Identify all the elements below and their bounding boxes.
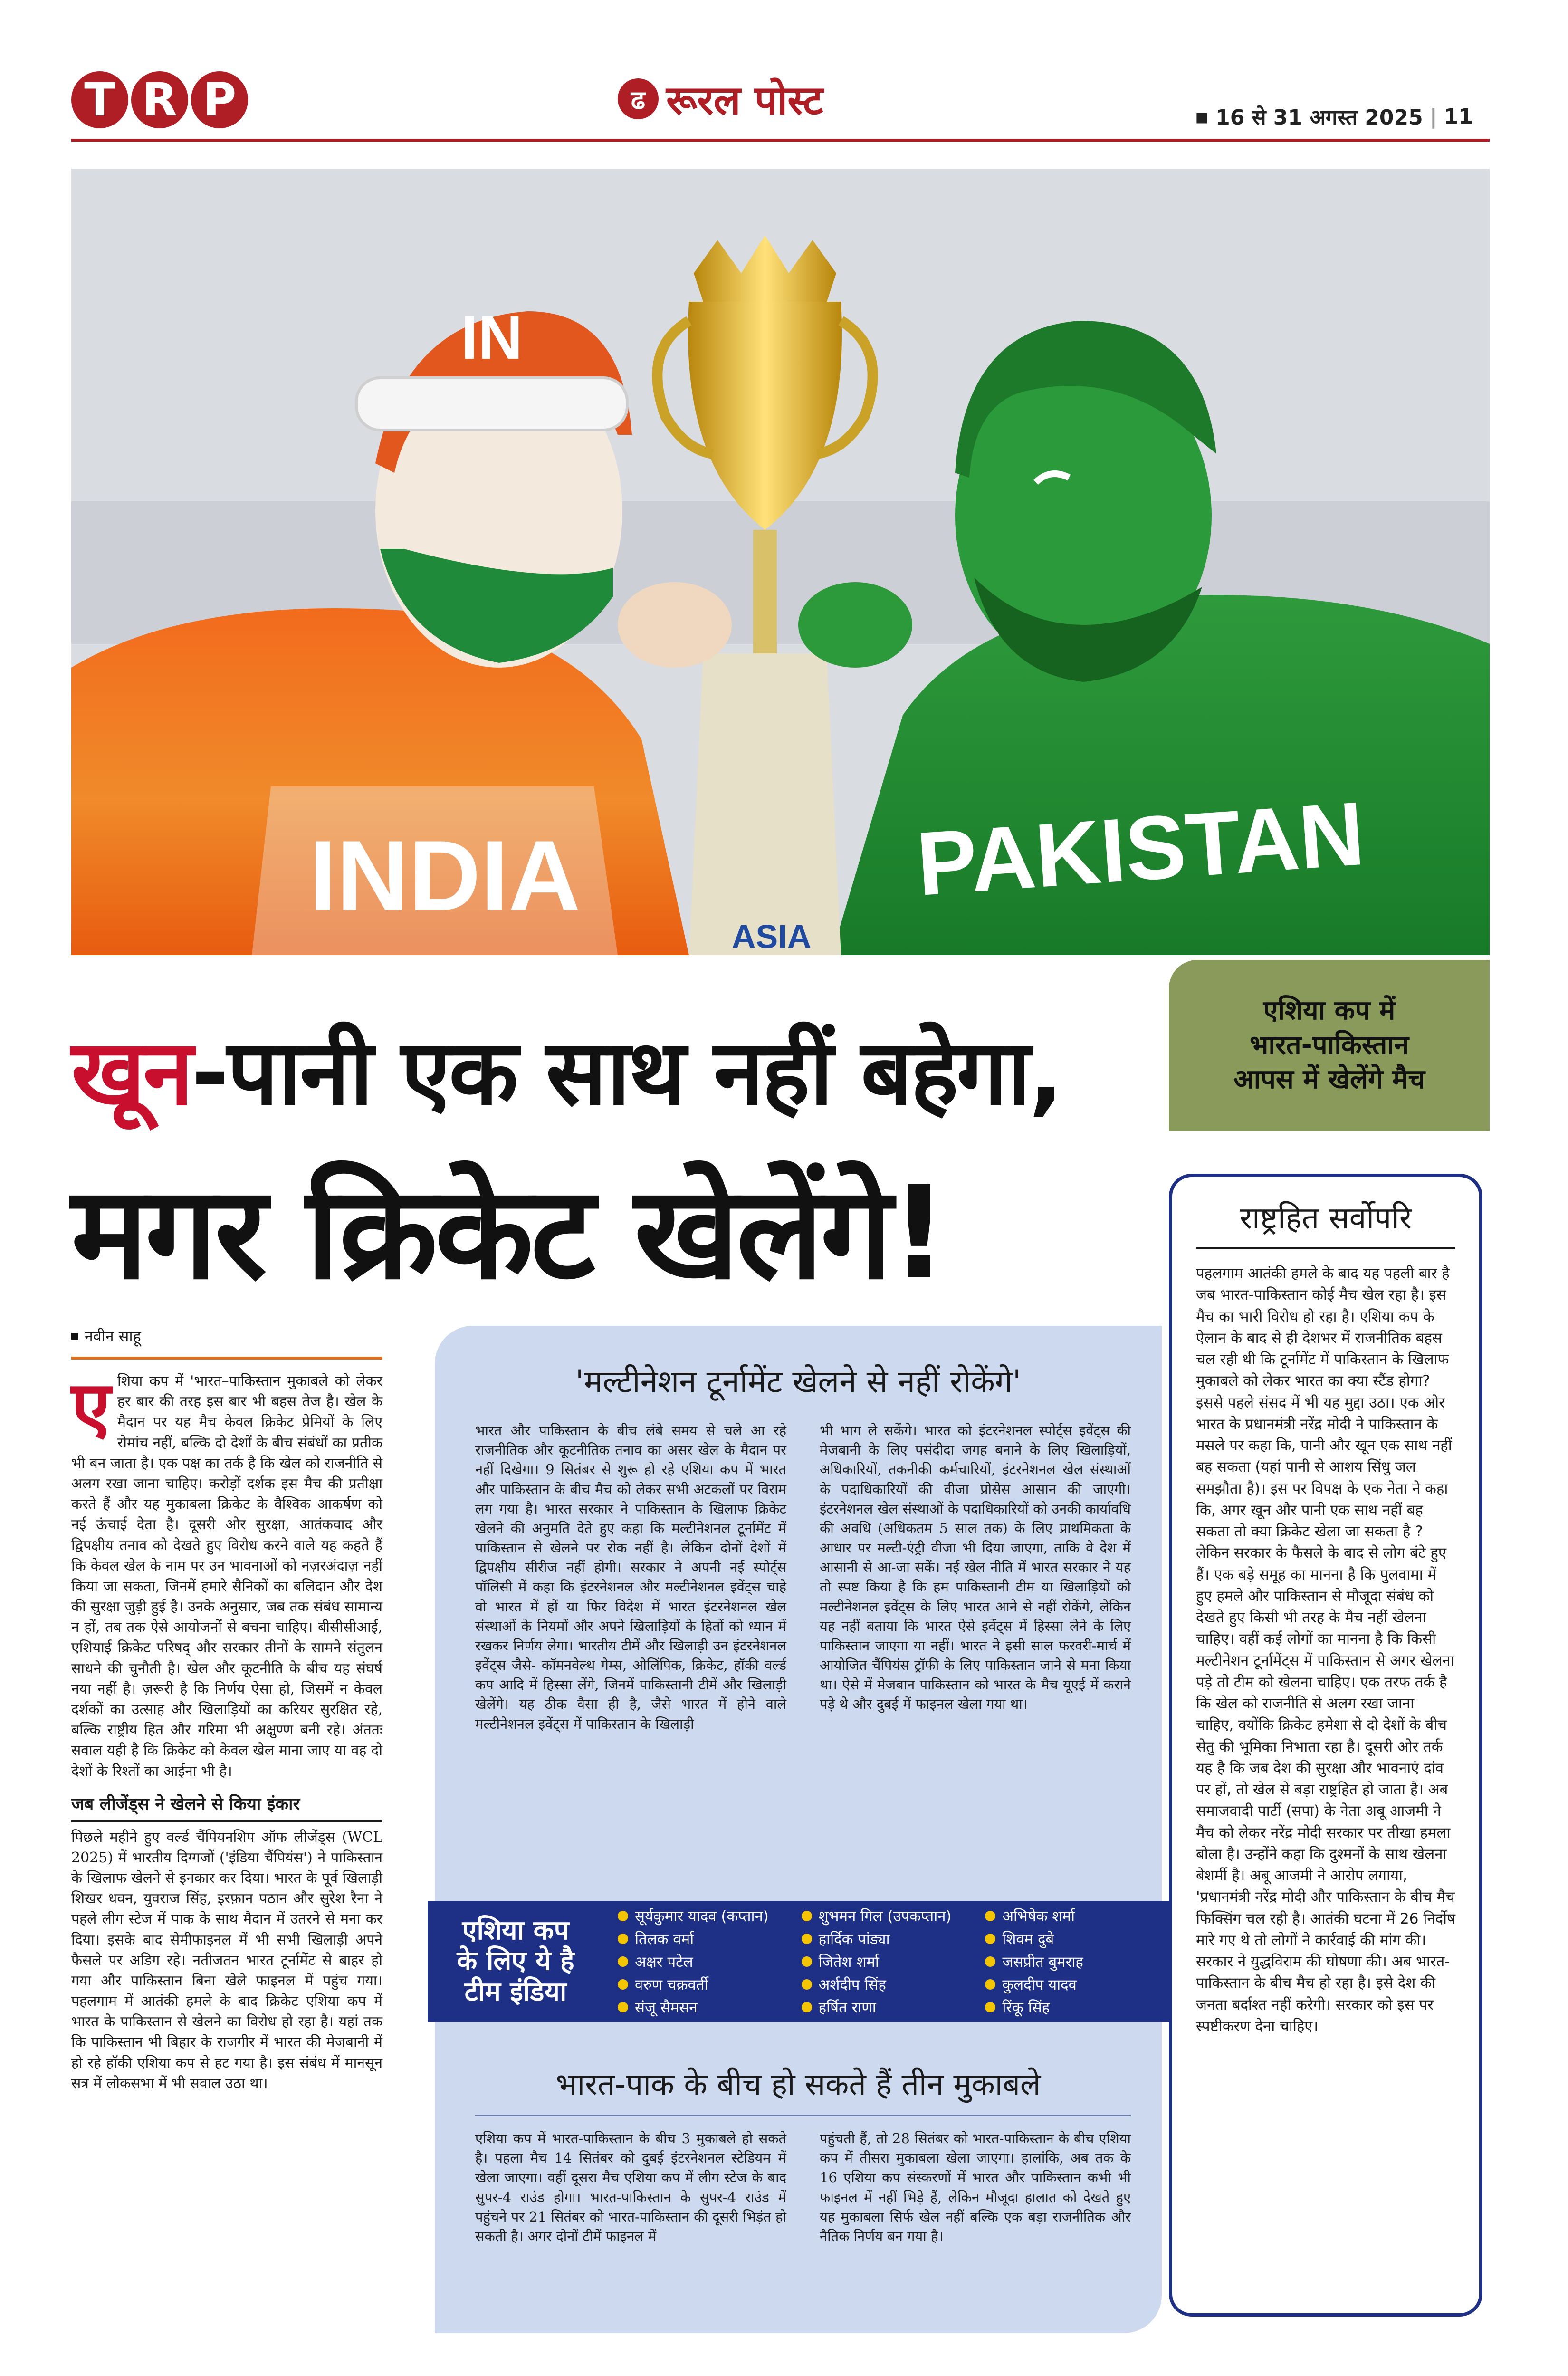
- body-text-pakistan: PAKISTAN: [913, 783, 1368, 915]
- bullet-dot-icon: [985, 1934, 995, 1944]
- player-name: अभिषेक शर्मा: [1002, 1907, 1075, 1925]
- issue-bullet-icon: ▪: [1195, 104, 1209, 129]
- issue-date: 16 से 31 अगस्त 2025: [1215, 105, 1423, 130]
- drop-cap: ए: [71, 1366, 111, 1449]
- feature1-col-1: भारत और पाकिस्तान के बीच लंबे समय से चले आ रहे राजनीतिक और कूटनीतिक तनाव का असर खेल के मैदान पर नहीं दिखेगा। 9 सितंबर से शुरू हो रहे एशिया कप में भारत और पाकिस्तान के बीच मैच को लेकर सभी अटकलों पर विराम लग गया है। भारत सरकार ने पाकिस्तान के खिलाफ क्रिकेट खेलने की अनुमति देते हुए कहा कि मल्टीनेशनल टूर्नामेंट में पाकिस्तान से खेलने पर रोक नहीं है। लेकिन दोनों देशों में द्विपक्षीय सीरीज नहीं होगी। सरकार ने अपनी नई स्पोर्ट्स पॉलिसी में कहा कि इंटरनेशनल और मल्टीनेशनल इवेंट्स चाहे वो भारत में हों या फिर विदेश में भारत इंटरनेशनल खेल संस्थाओं के नियमों और अपने खिलाड़ियों के हितों को ध्यान में रखकर निर्णय लेगा। भारतीय टीमें और खिलाड़ी उन इंटरनेशनल इवेंट्स जैसे- कॉमनवेल्थ गेम्स, ओलिंपिक, क्रिकेट, हॉकी वर्ल्ड कप आदि में हिस्सा लेंगे, जिनमें पाकिस्तानी टीमें और खिलाड़ी खेलेंगे। यह ठीक वैसा ही है, जैसे भारत में होने वाले मल्टीनेशनल इवेंट्स में पाकिस्तान के खिलाड़ी: [475, 1422, 786, 1732]
- player-name: कुलदीप यादव: [1002, 1976, 1077, 1993]
- player-name: तिलक वर्मा: [635, 1930, 694, 1948]
- headline-red-word: खून: [71, 1020, 191, 1125]
- team-label-line: एशिया कप: [462, 1915, 569, 1946]
- player-item: [985, 1997, 1169, 2017]
- left-subhead: जब लीजेंड्स ने खेलने से किया इंकार: [71, 1792, 382, 1822]
- fans-with-trophy-illustration: [71, 169, 1490, 955]
- sidebar-box: [1169, 1174, 1482, 2317]
- masthead: [618, 71, 823, 126]
- player-item: [802, 1906, 985, 1926]
- author-name: नवीन साहू: [85, 1327, 141, 1345]
- hair-text: IN: [461, 303, 523, 372]
- player-item: [618, 1974, 802, 1994]
- player-name: शुभमन गिल (उपकप्तान): [818, 1907, 952, 1925]
- player-item: [618, 1906, 802, 1926]
- byline-rule: [71, 1357, 382, 1360]
- issue-info: [1195, 102, 1473, 131]
- bullet-dot-icon: [802, 1934, 812, 1944]
- player-name: अक्षर पटेल: [635, 1953, 693, 1971]
- page-number: 11: [1444, 104, 1473, 129]
- masthead-name: रूरल पोस्ट: [666, 77, 823, 124]
- player-item: [618, 1952, 802, 1972]
- headline-line-1: [71, 1007, 1061, 1131]
- player-name: संजू सैमसन: [635, 1999, 698, 2016]
- trophy-text: ASIA: [732, 918, 812, 955]
- headline-line-1-rest: -पानी एक साथ नहीं बहेगा,: [191, 1020, 1061, 1125]
- player-item: [802, 1997, 985, 2017]
- callout-line: एशिया कप में: [1263, 995, 1396, 1026]
- bullet-dot-icon: [618, 1979, 628, 1990]
- player-item: [802, 1952, 985, 1972]
- player-item: [802, 1974, 985, 1994]
- player-name: हर्षित राणा: [818, 1999, 876, 2016]
- team-player-list: [603, 1906, 1169, 2017]
- bullet-dot-icon: [618, 1934, 628, 1944]
- bullet-dot-icon: [618, 1956, 628, 1967]
- player-name: अर्शदीप सिंह: [818, 1976, 886, 1993]
- sidebar-rule: [1196, 1247, 1455, 1249]
- bullet-dot-icon: [802, 1956, 812, 1967]
- player-name: जितेश शर्मा: [818, 1953, 879, 1971]
- bullet-dot-icon: [802, 1911, 812, 1921]
- player-name: शिवम दुबे: [1002, 1930, 1054, 1948]
- team-label: [428, 1916, 603, 2007]
- bullet-dot-icon: [618, 1911, 628, 1921]
- lead-photo: [71, 169, 1490, 955]
- intro-text: शिया कप में 'भारत–पाकिस्तान मुकाबले को लेकर हर बार की तरह इस बार भी बहस तेज है। खेल के मैदान पर यह मैच केवल क्रिकेट प्रेमियों के लिए रोमांच नहीं, बल्कि दो देशों के बीच संबंधों का प्रतीक भी बन जाता है। एक पक्ष का तर्क है कि खेल को राजनीति से अलग रखा जाना चाहिए। करोड़ों दर्शक इस मैच की प्रतीक्षा करते हैं और यह मुकाबला क्रिकेट के वैश्विक आकर्षण को नई ऊंचाई देता है। दूसरी ओर सुरक्षा, आतंकवाद और द्विपक्षीय तनाव को देखते हुए विरोध करने वाले यह कहते हैं कि केवल खेल के नाम पर उन भावनाओं को नज़रअंदाज़ नहीं किया जा सकता, जिनमें हमारे सैनिकों का बलिदान और देश की सुरक्षा जुड़ी हुई है। उनके अनुसार, जब तक संबंध सामान्य न हों, तब तक ऐसे आयोजनों से बचना चाहिए। बीसीसीआई, एशियाई क्रिकेट परिषद् और सरकार तीनों के सामने संतुलन साधने की चुनौती है। खेल और कूटनीति के बीच यह संघर्ष नया नहीं है। ज़रूरी है कि निर्णय ऐसा हो, जिसमें न केवल दर्शकों का उत्साह और खिलाड़ियों का करियर सुरक्षित रहे, बल्कि राष्ट्रीय हित और गरिमा भी अक्षुण्ण बनी रहे। अंततः सवाल यही है कि क्रिकेट को केवल खेल माना जाए या वह दो देशों के रिश्तों का आईना भी है।: [71, 1373, 382, 1780]
- player-name: सूर्यकुमार यादव (कप्तान): [635, 1907, 769, 1925]
- bullet-dot-icon: [985, 1979, 995, 1990]
- player-item: [985, 1974, 1169, 1994]
- callout-line: आपस में खेलेंगे मैच: [1233, 1064, 1425, 1095]
- logo-letter: R: [131, 71, 188, 128]
- player-item: [985, 1906, 1169, 1926]
- byline: [71, 1326, 141, 1346]
- bullet-dot-icon: [618, 2002, 628, 2012]
- left-column: [71, 1366, 382, 2094]
- callout-line: भारत-पाकिस्तान: [1249, 1029, 1409, 1061]
- feature1-col-2: भी भाग ले सकेंगे। भारत को इंटरनेशनल स्पोर्ट्स इवेंट्स की मेजबानी के लिए पसंदीदा जगह बनाने के लिए खिलाड़ियों, अधिकारियों, तकनीकी कर्मचारियों, इंटरनेशनल खेल संस्थाओं के पदाधिकारियों की वीजा प्रोसेस आसान की जाएगी। इंटरनेशनल खेल संस्थाओं के पदाधिकारियों को उनकी कार्यावधि की अवधि (अधिकतम 5 साल तक) के लिए प्राथमिकता के आधार पर मल्टी-एंट्री वीजा भी दिया जाएगा, ताकि वे देश में आसानी से आ-जा सकें। नई खेल नीति में भारत सरकार ने यह तो स्पष्ट किया है कि हम पाकिस्तानी टीम या खिलाड़ियों को मल्टीनेशनल इवेंट्स के लिए भारत आने से नहीं रोकेंगे, लेकिन यह नहीं बताया कि भारत ऐसे इवेंट्स में हिस्सा लेने के लिए पाकिस्तान जाएगा या नहीं। भारत ने इसी साल फरवरी-मार्च में आयोजित चैंपियंस ट्रॉफी के लिए पाकिस्तान जाने से मना किया था। ऐसे में मेजबान पाकिस्तान को भारत के मैच यूएई में कराने पड़े थे और दुबई में फाइनल खेला गया था।: [820, 1422, 1131, 1713]
- feature2-columns: [475, 2129, 1131, 2246]
- player-name: हार्दिक पांड्या: [818, 1930, 890, 1948]
- player-item: [985, 1929, 1169, 1949]
- player-item: [985, 1952, 1169, 1972]
- player-name: रिंकू सिंह: [1002, 1999, 1050, 2016]
- trp-logo: [71, 71, 248, 133]
- body-text-india: INDIA: [309, 820, 581, 931]
- left-body-text: पिछले महीने हुए वर्ल्ड चैंपियनशिप ऑफ लीजेंड्स (WCL 2025) में भारतीय दिग्गजों ('इंडिया चैंपियंस') ने पाकिस्तान के खिलाफ खेलने से इनकार कर दिया। भारत के पूर्व खिलाड़ी शिखर धवन, युवराज सिंह, इरफ़ान पठान और सुरेश रैना ने पहले लीग स्टेज में पाक के साथ मैदान में उतरने से मना कर दिया। इसके बाद सेमीफाइनल में भी सभी खिलाड़ी अपने फैसले पर अडिग रहे। नतीजतन भारत टूर्नामेंट से बाहर हो गया और पाकिस्तान बिना खेले फाइनल में पहुंच गया। पहलगाम में आतंकी हमले के बाद क्रिकेट एशिया कप में भारत के पाकिस्तान से खेलने का विरोध हो रहा है। यहां तक कि पाकिस्तान भी बिहार के राजगीर में भारत की मेजबानी में हो रहे हॉकी एशिया कप से हट गया है। इस संबंध में मानसून सत्र में लोकसभा में भी सवाल उठा था।: [71, 1829, 382, 2092]
- bullet-dot-icon: [985, 1956, 995, 1967]
- bullet-dot-icon: [802, 1979, 812, 1990]
- issue-separator: |: [1429, 104, 1437, 129]
- bullet-dot-icon: [985, 1911, 995, 1921]
- masthead-mark-icon: ढ: [618, 78, 659, 119]
- sidebar-body: पहलगाम आतंकी हमले के बाद यह पहली बार है जब भारत-पाकिस्तान कोई मैच खेल रहा है। इस मैच का भारी विरोध हो रहा है। एशिया कप के ऐलान के बाद से ही देशभर में राजनीतिक बहस चल रही थी कि टूर्नामेंट में पाकिस्तान के खिलाफ मुकाबले को लेकर भारत का क्या स्टैंड होगा? इससे पहले संसद में भी यह मुद्दा उठा। एक ओर भारत के प्रधानमंत्री नरेंद्र मोदी ने पाकिस्तान के मसले पर कहा कि, पानी और खून एक साथ नहीं बह सकता (यहां पानी से आशय सिंधु जल समझौता है)। इस पर विपक्ष के एक नेता ने कहा कि, अगर खून और पानी एक साथ नहीं बह सकता तो क्या क्रिकेट खेला जा सकता है ? लेकिन सरकार के फैसले के बाद से लोग बंटे हुए हैं। एक बड़े समूह का मानना है कि पुलवामा में हुए हमले और पाकिस्तान से मौजूदा संबंध को देखते हुए किसी भी तरह के मैच नहीं खेलना चाहिए। वहीं कई लोगों का मानना है कि किसी मल्टीनेशन टूर्नामेंट्स में पाकिस्तान से अगर खेलना पड़े तो टीम को खेलना चाहिए। एक तरफ तर्क है कि खेल को राजनीति से अलग रखा जाना चाहिए, क्योंकि क्रिकेट हमेशा से दो देशों के बीच सेतु की भूमिका निभाता रहा है। दूसरी ओर तर्क यह है कि जब देश की सुरक्षा और भावनाएं दांव पर हों, तो खेल से बड़ा राष्ट्रहित हो जाता है। अब समाजवादी पार्टी (सपा) के नेता अबू आजमी ने मैच को लेकर नरेंद्र मोदी सरकार पर तीखा हमला बोला है। उन्होंने कहा कि दुश्मनों के साथ खेलना बेशर्मी है। अबू आजमी ने आरोप लगाया, 'प्रधानमंत्री नरेंद्र मोदी और पाकिस्तान के बीच मैच फिक्सिंग चल रही है। आतंकी घटना में 26 निर्दोष मारे गए थे तो लोगों ने कार्रवाई की मांग की। सरकार ने युद्धविराम की घोषणा की। अब भारत-पाकिस्तान के बीच मैच हो रहा है। इसे देश की जनता बर्दाश्त नहीं करेगी। सरकार को इस पर स्पष्टीकरण देना चाहिए।: [1196, 1265, 1455, 2035]
- headline-line-2: मगर क्रिकेट खेलेंगे!: [71, 1158, 946, 1308]
- player-item: [618, 1929, 802, 1949]
- logo-letter: T: [71, 71, 128, 128]
- player-name: जसप्रीत बुमराह: [1002, 1953, 1083, 1971]
- header-rule: [71, 139, 1490, 142]
- player-item: [802, 1929, 985, 1949]
- feature2-col-1: एशिया कप में भारत-पाकिस्तान के बीच 3 मुकाबले हो सकते है। पहला मैच 14 सितंबर को दुबई इंटरनेशनल स्टेडियम में खेला जाएगा। वहीं दूसरा मैच एशिया कप में लीग स्टेज के बाद सुपर-4 राउंड होगा। भारत-पाकिस्तान के सुपर-4 राउंड में पहुंचने पर 21 सितंबर को भारत-पाकिस्तान की दूसरी भिड़ंत हो सकती है। अगर दोनों टीमें फाइनल में: [475, 2130, 786, 2244]
- team-india-band: [428, 1901, 1169, 2022]
- player-item: [618, 1997, 802, 2017]
- feature1-columns: [475, 1421, 1131, 1734]
- team-label-line: के लिए ये है: [457, 1945, 574, 1977]
- byline-bullet-icon: [71, 1333, 78, 1340]
- feature2-title: भारत-पाक के बीच हो सकते हैं तीन मुकाबले: [555, 2067, 1041, 2102]
- olive-callout: [1169, 960, 1490, 1131]
- logo-letter: P: [191, 71, 248, 128]
- feature2-col-2: पहुंचती हैं, तो 28 सितंबर को भारत-पाकिस्तान के बीच एशिया कप में तीसरा मुकाबला खेला जाएगा। हालांकि, अब तक के 16 एशिया कप संस्करणों में भारत और पाकिस्तान कभी भी फाइनल में नहीं भिड़े हैं, लेकिन मौजूदा हालात को देखते हुए यह मुकाबला सिर्फ खेल नहीं बल्कि एक बड़ा राजनीतिक और नैतिक निर्णय बन गया है।: [820, 2130, 1131, 2244]
- player-name: वरुण चक्रवर्ती: [635, 1976, 708, 1993]
- feature1-title: 'मल्टीनेशन टूर्नामेंट खेलने से नहीं रोकेंगे': [575, 1363, 1022, 1400]
- feature2-rule: [475, 2115, 1131, 2116]
- team-label-line: टीम इंडिया: [464, 1976, 567, 2007]
- bullet-dot-icon: [985, 2002, 995, 2012]
- sidebar-title: राष्ट्रहित सर्वोपरि: [1239, 1201, 1412, 1236]
- bullet-dot-icon: [802, 2002, 812, 2012]
- intro-paragraph: [71, 1366, 382, 1782]
